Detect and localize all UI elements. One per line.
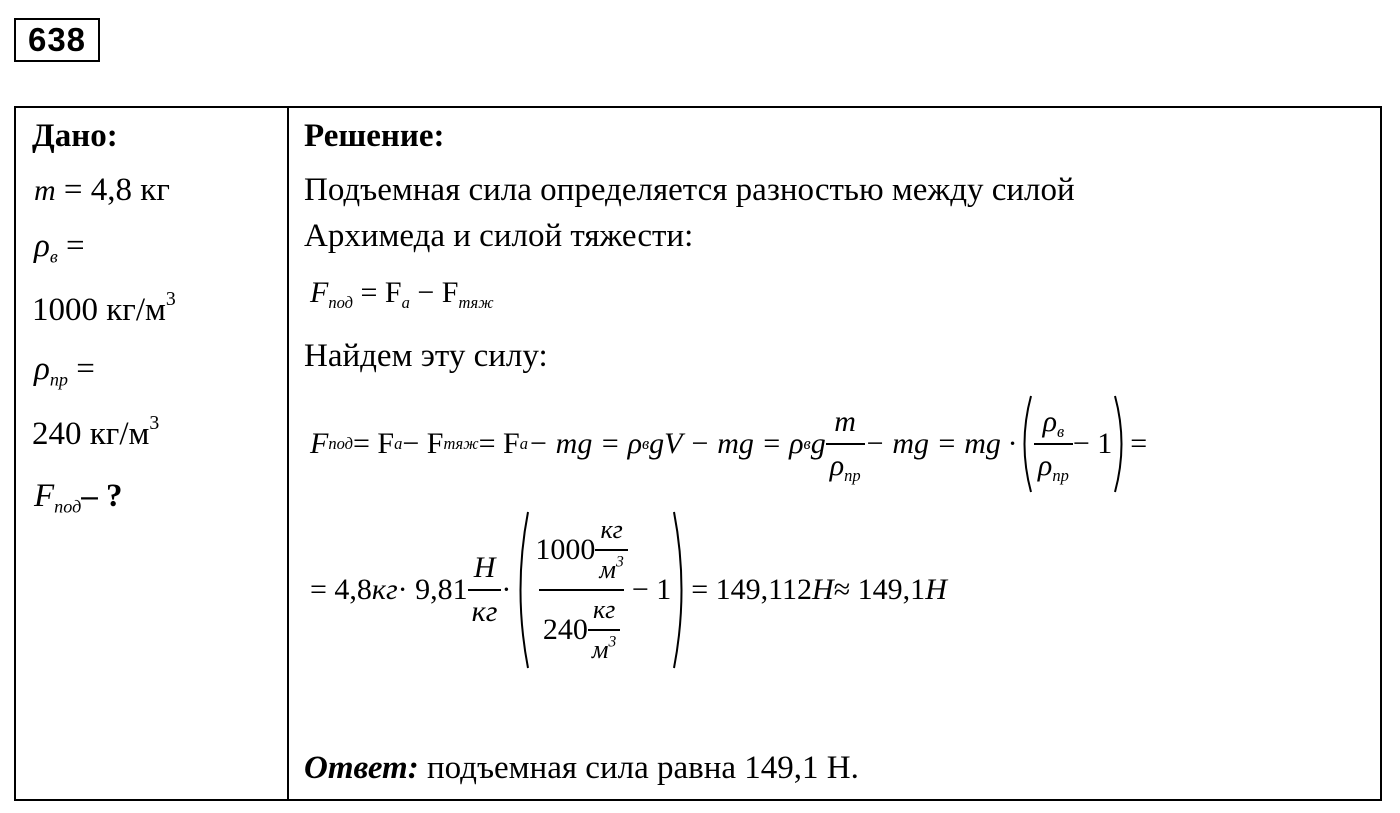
- given-unknown: $F_{под}-$ ?: [34, 478, 123, 517]
- given-rho-water-value: 1000 $кг/м^3$: [32, 288, 176, 328]
- given-mass: m = 4,8 кг: [34, 172, 170, 208]
- fraction-rho-ratio: $\frac{\rho_в}{\rho_{пр}}$: [1034, 405, 1073, 483]
- formula-derivation: F под = F а − F тяж = F а − mg = ρ в gV − mg = ρ в g $\frac{m}{\rho_{пр}}$ − mg = mg · $\frac{\rho_в}{\rho_{пр}}$ − 1 =: [310, 396, 1147, 492]
- solution-table: [14, 106, 1382, 801]
- given-rho-foam: $\rho_{пр}$ =: [34, 351, 95, 390]
- fraction-density-ratio: 1000 $\frac{кг}{м^3}$ 240 $\frac{кг}{м^3}$: [531, 515, 631, 665]
- right-paren: [1112, 394, 1130, 494]
- left-paren: [1016, 394, 1034, 494]
- solution-line-2: Архимеда и силой тяжести:: [304, 218, 694, 254]
- fraction-N-per-kg: $\frac{Н}{кг}$: [468, 551, 502, 629]
- formula-lifting-force: $F_{под} = F_а - F_{тяж}$: [310, 276, 494, 312]
- column-divider: [287, 108, 289, 799]
- right-paren-2: [671, 510, 691, 670]
- formula-numeric: = 4,8 кг · 9,81 $\frac{Н}{кг}$ · 1000 $\frac{кг}{м^3}$ 240 $\frac{кг}{м^3}$ − 1 = 149,112 Н ≈ 149,1 Н: [310, 510, 947, 670]
- given-header: Дано:: [32, 118, 118, 154]
- solution-header: Решение:: [304, 118, 445, 154]
- solution-line-3: Найдем эту силу:: [304, 338, 548, 374]
- left-paren-2: [511, 510, 531, 670]
- fraction-m-over-rho: $\frac{m}{\rho_{пр}}$: [826, 405, 865, 483]
- solution-line-1: Подъемная сила определяется разностью между силой: [304, 172, 1075, 208]
- given-rho-water: $\rho_в$ =: [34, 228, 85, 267]
- given-rho-foam-value: 240 $кг/м^3$: [32, 412, 160, 452]
- answer: Ответ: подъемная сила равна 149,1 Н.: [304, 750, 859, 786]
- problem-number: 638: [14, 18, 100, 62]
